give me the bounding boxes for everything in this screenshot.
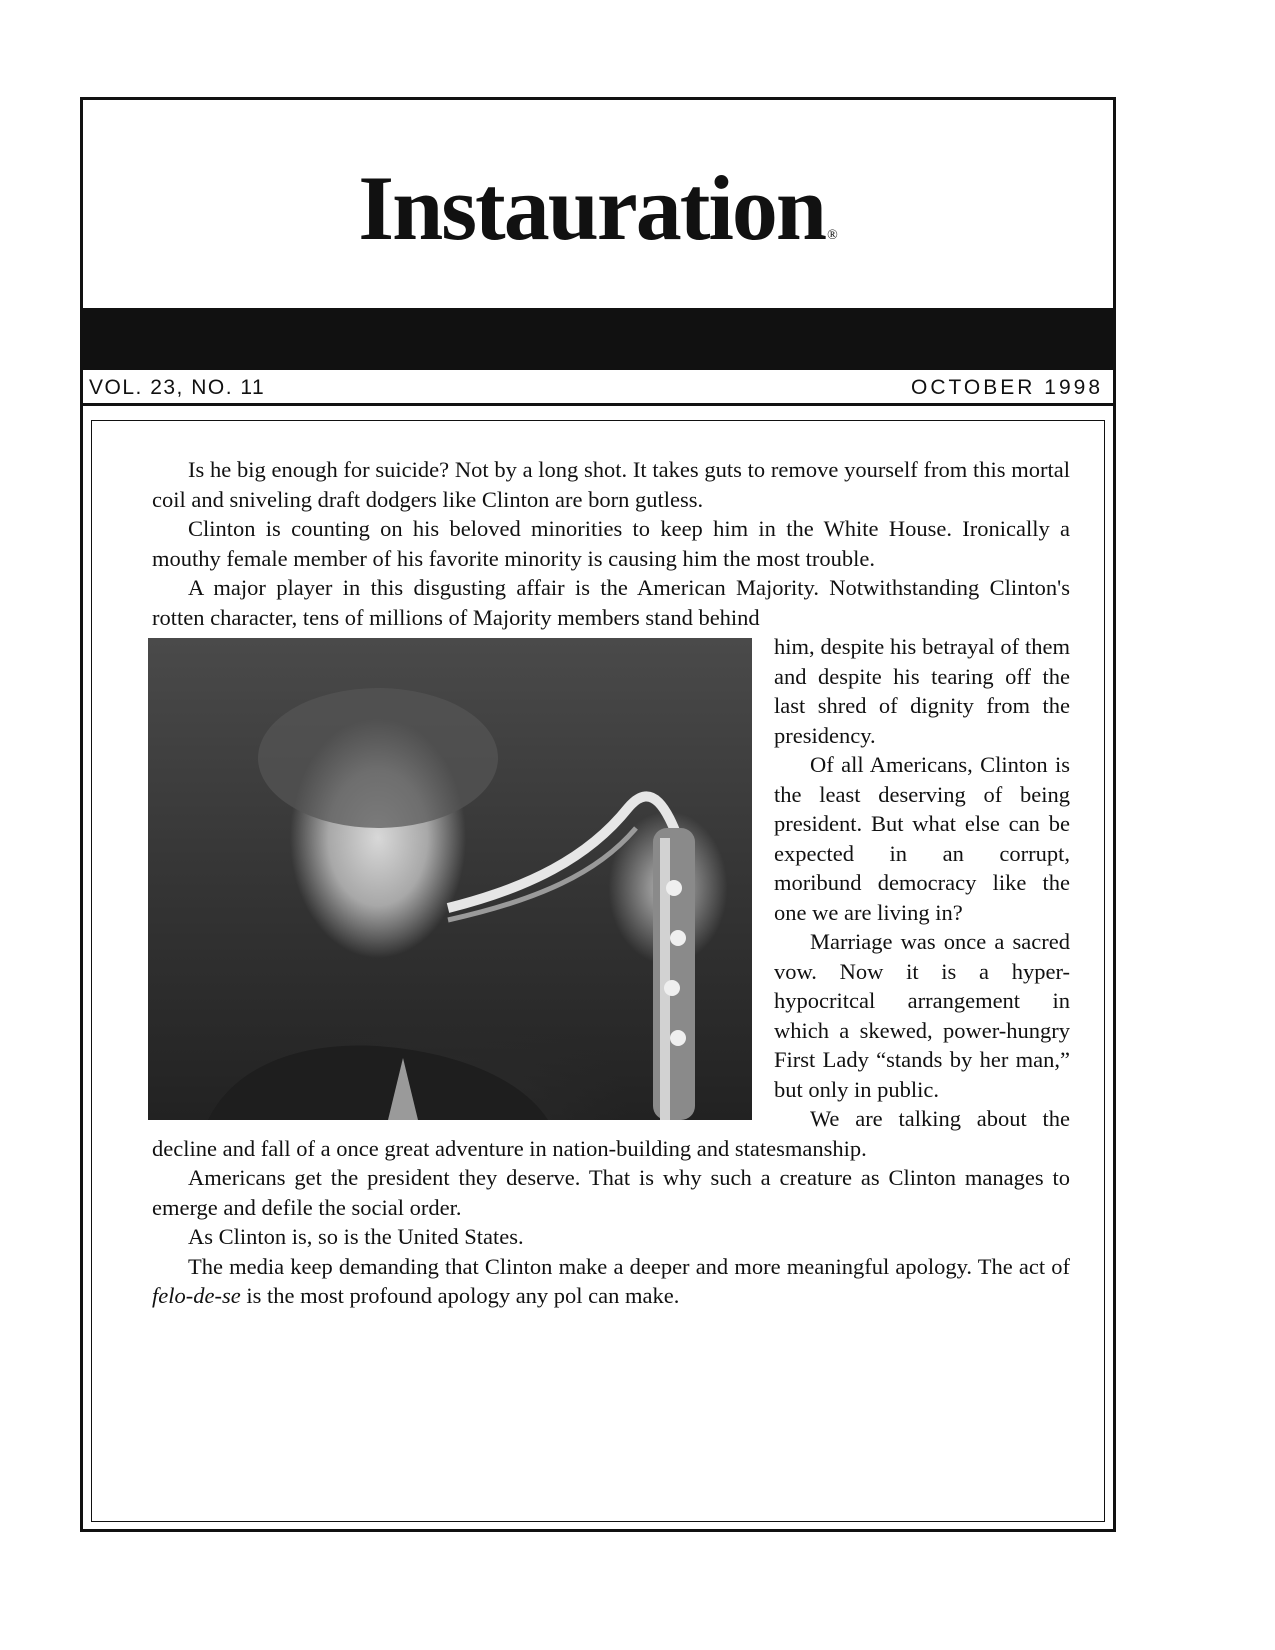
article-text: The media keep demanding that Clinton make a deeper and more meaningful apology. The act of [188,1253,1070,1279]
article-paragraph: As Clinton is, so is the United States. [188,1224,524,1249]
article-box [91,420,1105,1522]
article-paragraph: Marriage was once a sacred vow. Now it is a hyper-hypocritcal arrangement in which a skewed, power-hungry First Lady “stands by her man,” but only in public. [774,929,1070,1102]
issue-date: OCTOBER 1998 [910,376,1103,399]
article-paragraph: him, despite his betrayal of them and despite his tearing off the last shred of dignity from the presidency. [774,634,1070,748]
magazine-title-text: Instauration [358,157,826,259]
issue-volume: VOL. 23, NO. 11 [89,376,266,399]
masthead [83,100,1113,308]
saxophone-photo [148,638,752,1120]
article-paragraph: We are talking about the decline and fall of a once great adventure in nation-building and statesmanship. [152,1106,1070,1161]
italic-term: felo-de-se [152,1283,241,1308]
article-paragraph: Of all Americans, Clinton is the least deserving of being president. But what else can be expected in an corrupt, moribund democracy like the one we are living in? [774,752,1070,925]
saxophone-illustration [148,638,752,1120]
article-paragraph: Is he big enough for suicide? Not by a long shot. It takes guts to remove yourself from this mortal coil and sniveling draft dodgers like Clinton are born gutless. [152,457,1070,512]
article-paragraph: Clinton is counting on his beloved minorities to keep him in the White House. Ironically a mouthy female member of his favorite minority is causing him the most trouble. [152,516,1070,571]
issue-bar [83,370,1113,406]
masthead-band [83,308,1113,370]
article-text: is the most profound apology any pol can make. [240,1283,680,1308]
article-body [152,455,1070,1311]
article-paragraph: A major player in this disgusting affair is the American Majority. Notwithstanding Clinton's rotten character, tens of millions of Majority members stand behind [152,575,1070,630]
article-paragraph [152,1252,1070,1311]
page-frame [80,97,1116,1532]
magazine-title [83,157,1113,259]
article-paragraph: Americans get the president they deserve. That is why such a creature as Clinton manages to emerge and defile the social order. [152,1165,1070,1220]
registered-mark: ® [827,228,838,243]
